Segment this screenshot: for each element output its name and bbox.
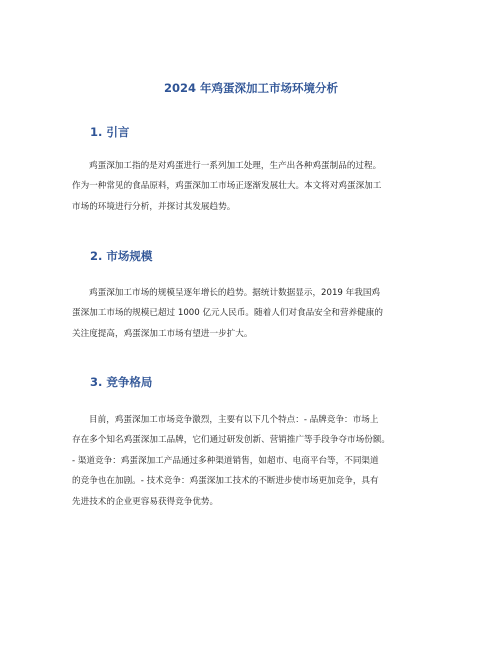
section-heading-market-size: 2. 市场规模 [90, 249, 153, 263]
section-heading-competition: 3. 竞争格局 [90, 375, 153, 389]
paragraph-line: 市场的环境进行分析，并探讨其发展趋势。 [72, 201, 236, 212]
paragraph-line: 鸡蛋深加工指的是对鸡蛋进行一系列加工处理，生产出各种鸡蛋制品的过程。 [89, 161, 382, 171]
section-heading-introduction: 1. 引言 [90, 125, 130, 139]
paragraph-line: 的竞争也在加剧。- 技术竞争：鸡蛋深加工技术的不断进步使市场更加竞争，具有 [72, 476, 379, 487]
paragraph-line: - 渠道竞争：鸡蛋深加工产品通过多种渠道销售，如超市、电商平台等，不同渠道 [72, 455, 379, 466]
section-paragraph-introduction [72, 156, 442, 217]
document-title: 2024 年鸡蛋深加工市场环境分析 [163, 81, 338, 95]
paragraph-line: 作为一种常见的食品原料，鸡蛋深加工市场正逐渐发展壮大。本文将对鸡蛋深加工 [72, 181, 382, 192]
paragraph-line: 先进技术的企业更容易获得竞争优势。 [72, 496, 219, 507]
section-paragraph-competition [72, 410, 442, 512]
paragraph-line: 关注度提高，鸡蛋深加工市场有望进一步扩大。 [72, 328, 253, 339]
paragraph-line: 蛋深加工市场的规模已超过 1000 亿元人民币。随着人们对食品安全和营养健康的 [72, 308, 383, 319]
section-paragraph-market-size [72, 283, 442, 344]
paragraph-line: 目前，鸡蛋深加工市场竞争激烈，主要有以下几个特点：- 品牌竞争：市场上 [89, 415, 379, 425]
paragraph-line: 存在多个知名鸡蛋深加工品牌，它们通过研发创新、营销推广等手段争夺市场份额。 [72, 435, 390, 446]
paragraph-line: 鸡蛋深加工市场的规模呈逐年增长的趋势。据统计数据显示，2019 年我国鸡 [89, 288, 381, 298]
